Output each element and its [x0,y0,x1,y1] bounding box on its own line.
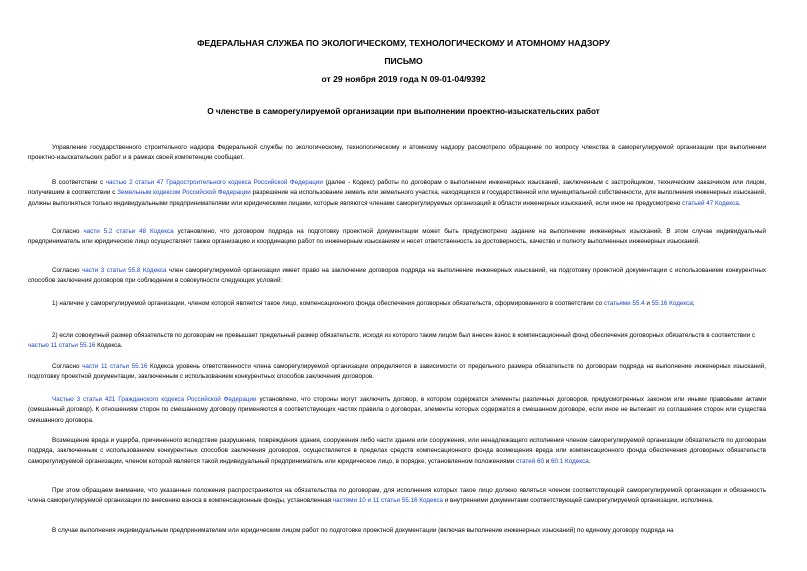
legal-reference-link[interactable]: 55.16 Кодекса [651,300,693,307]
paragraph-damage-compensation [28,436,766,467]
paragraph-text: установлено, что стороны могут заключить договор, в котором содержатся элементы различных договоров, предусмотренных законом или иными правовыми актами (смешанный договор). К отношениям сторон по смешанному договору применяются в соответствующих частях правила о договорах, элементы которых содержатся в смешанном договоре, если иное не вытекает из соглашения сторон или существа смешанного договора. [28,396,766,424]
legal-reference-link[interactable]: частями 10 и 11 статьи 55.16 Кодекса [332,497,443,505]
paragraph-text: ; [692,300,695,307]
legal-reference-link[interactable]: частью 11 статьи 55.16 [28,342,96,350]
paragraph-attention [28,486,766,507]
paragraph-text: Управление государственного строительного надзора Федеральной службы по экологическому, технологическому и атомному надзору рассмотрело обращение по вопросу членства в саморегулируемой организации при выполнении проектно-изыскательских работ и в рамках своей компетенции сообщает. [28,144,766,162]
paragraph-civil-code [28,395,766,426]
paragraph-single-contract [28,526,766,536]
paragraph-condition-2 [28,331,766,352]
paragraph-text: Кодекса. [95,342,123,350]
legal-reference-link[interactable]: статьей 47 Кодекса [682,199,739,207]
paragraph-text: 1) наличие у саморегулируемой организации, членом которой является такое лицо, компенсационного фонда обеспечения договорных обязательств, сформированного в соответствии со [52,300,604,307]
paragraph-text: Кодекса уровень ответственности члена саморегулируемой организации определяется в зависимости от предельного размера обязательств по договорам подряда на выполнение инженерных изысканий, подготовку проектной документации, заключенным с использованием конкурентных способов заключения договоров. [28,363,766,381]
paragraph-article-55-16 [28,362,766,383]
paragraph-article-47 [28,178,766,209]
document-type-heading: ПИСЬМО [384,56,423,66]
legal-reference-link[interactable]: части 5.2 статьи 48 Кодекса [83,228,174,235]
paragraph-text: Согласно [52,267,82,274]
paragraph-text: член саморегулируемой организации имеет право на заключение договоров подряда на выполнение инженерных изысканий, на подготовку проектной документации с использованием конкурентных способов заключения договоров при соблюдении в совокупности следующих условий: [28,267,766,285]
document-date-number: от 29 ноября 2019 года N 09-01-04/9392 [321,74,486,84]
paragraph-text: При этом обращаем внимание, что указанные положения распространяются на обязательства по договорам, для исполнения которых такое лицо должно являться членом соответствующей саморегулируемой организации и обязанность члена саморегулируемой организации по внесению взноса в компенсационные фонды, установленная [28,487,766,505]
document-subject: О членстве в саморегулируемой организации при выполнении проектно-изыскательских работ [207,107,600,116]
paragraph-text: . [738,199,741,207]
legal-reference-link[interactable]: части 11 статьи 55.16 [82,363,148,370]
paragraph-text: . [588,457,591,465]
paragraph-text: Возмещение вреда и ущерба, причиненного вследствие разрушения, повреждения здания, сооружения либо части здания или сооружения, или ненадлежащего исполнения членом саморегулируемой организации обязательств по договорам подряда, заключенным с использованием конкурентных способов заключения договоров, осуществляется в пределах средств компенсационного фонда возмещения вреда или компенсационного фонда обеспечения договорных обязательств саморегулируемой организации, членом которой является такой индивидуальный предприниматель или юридическое лицо, в порядке, установленном положениями [28,437,766,465]
agency-heading: ФЕДЕРАЛЬНАЯ СЛУЖБА ПО ЭКОЛОГИЧЕСКОМУ, ТЕХНОЛОГИЧЕСКОМУ И АТОМНОМУ НАДЗОРУ [197,38,610,48]
paragraph-text: (далее - Кодекс) работы по договорам о выполнении инженерных изысканий, заключенным с застройщиком, техническим заказчиком или лицом, получившим в соответствии с [28,179,767,197]
legal-reference-link[interactable]: Земельным кодексом Российской Федерации [117,189,251,197]
legal-reference-link[interactable]: статьями 55.4 [603,300,645,307]
paragraph-text: и внутренними документами соответствующей саморегулируемой организации, исполнена. [442,497,714,505]
paragraph-text: В случае выполнения индивидуальным предпринимателем или юридическим лицом работ по подготовке проектной документации (включая выполнение инженерных изысканий) по единому договору подряда на [52,527,674,534]
legal-reference-link[interactable]: части 3 статьи 55.8 Кодекса [81,267,167,274]
paragraph-text: Согласно [52,228,84,235]
legal-reference-link[interactable]: Частью 3 статьи 421 Гражданского кодекса Российской Федерации [52,396,257,403]
paragraph-text: установлено, что договором подряда на подготовку проектной документации может быть предусмотрено задание на выполнение инженерных изысканий. В этом случае индивидуальный предприниматель или юридическое лицо осуществляет также организацию и координацию работ по инженерным изысканиям и несет ответственность за достоверность, качество и полноту выполненных инженерных изысканий. [28,228,766,246]
paragraph-article-48 [28,227,766,248]
paragraph-article-55-8 [28,266,766,287]
paragraph-text: 2) если совокупный размер обязательств по договорам не превышает предельный размер обязательств, исходя из которого таким лицом был внесен взнос в компенсационный фонд обеспечения договорных обязательств в соответствии с [52,332,756,339]
legal-reference-link[interactable]: статей 60 [516,457,544,465]
paragraph-text: Согласно [52,363,83,370]
paragraph-text: разрешение на использование земель или земельного участка, находящихся в государственной или муниципальной собственности, для выполнения инженерных изысканий, должны выполняться только индивидуальными предпринимателями или юридическими лицами, которые являются членами саморегулируемых организаций в области инженерных изысканий, если иное не предусмотрено [28,189,766,207]
legal-reference-link[interactable]: 60.1 Кодекса [551,457,589,465]
paragraph-text: и [544,457,552,465]
paragraph-condition-1 [28,299,766,309]
legal-reference-link[interactable]: частью 2 статьи 47 Градостроительного кодекса Российской Федерации [105,179,323,186]
paragraph-text: В соответствии с [52,179,106,186]
paragraph-text: и [644,300,652,307]
paragraph-intro [28,143,766,164]
